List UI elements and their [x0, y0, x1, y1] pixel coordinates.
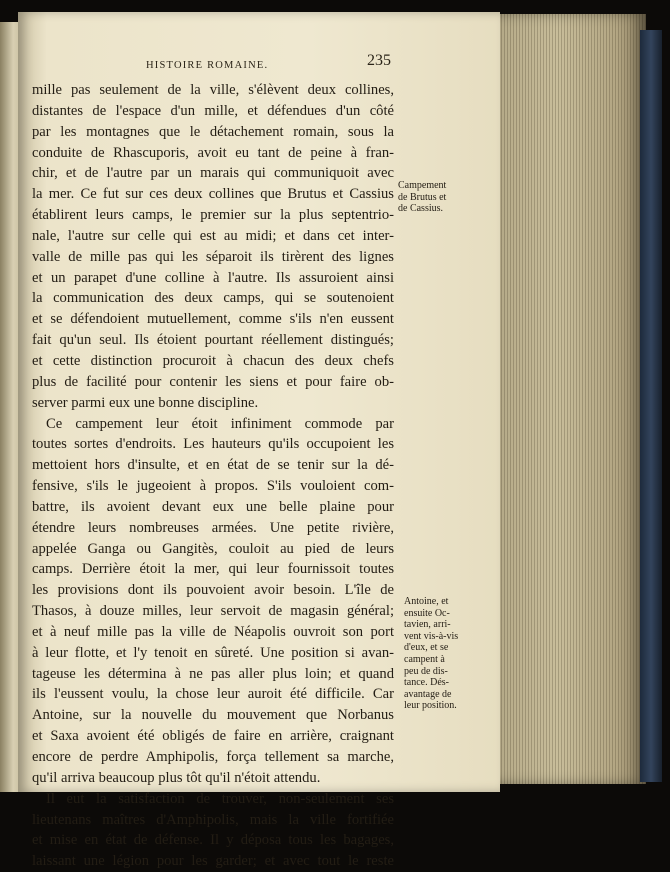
text-line: toutes sortes d'endroits. Les hauteurs qu'ils occupoient les [32, 436, 394, 453]
margin-note-line: vent vis-à-vis [404, 630, 459, 642]
margin-note-line: avantage de [404, 688, 452, 700]
text-line: battre, ils avoient devant eux une belle plaine pour [32, 498, 394, 515]
text-line: mettoient hors d'insulte, et en état de se tenir sur la dé- [32, 457, 394, 474]
margin-note-line: Campement [398, 180, 447, 191]
page-number: 235 [367, 52, 391, 69]
text-line: à leur flotte, et l'y tenoit en sûreté. Une position si avan- [32, 644, 394, 661]
text-line: nale, l'autre sur celle qui est au midi; et dans cet inter- [32, 227, 394, 244]
text-line: server parmi eux une bonne discipline. [32, 394, 259, 411]
text-line: étendre leurs nombreuses armées. Une petite rivière, [32, 519, 394, 536]
text-line: lieutenans maîtres d'Amphipolis, mais la ville fortifiée [32, 811, 394, 828]
text-line: établirent leurs camps, le premier sur la plus septentrio- [32, 207, 394, 224]
text-line: la communication des deux camps, qui se soutenoient [32, 290, 394, 307]
text-line: et à neuf mille pas la ville de Néapolis ouvroit son port [32, 623, 394, 640]
margin-note-line: de Brutus et [398, 191, 447, 203]
text-line: camps. Derrière étoit la mer, qui leur fournissoit toutes [32, 561, 394, 578]
text-line: Il eut la satisfaction de trouver, non-seulement ses [46, 790, 394, 807]
margin-note-line: d'eux, et se [404, 642, 449, 654]
text-line: fait qu'un seul. Ils étoient pourtant réellement distingués; [32, 332, 394, 349]
text-line: par les montagnes que le détachement romain, sous la [32, 123, 394, 140]
text-line: tageuse les détermina à ne pas aller plus loin; et quand [32, 665, 394, 682]
margin-note-line: Antoine, et [404, 596, 449, 607]
text-line: Ce campement leur étoit infiniment commode par [46, 415, 394, 432]
text-line: chir, et de l'autre par un marais qui communiquoit avec [32, 165, 394, 182]
text-line: laissant une légion pour les garder; et avec tout le reste [32, 853, 394, 870]
body-text [32, 80, 394, 872]
margin-note-antoine [404, 596, 474, 712]
text-line: valle de mille pas qui les séparoit ils tirèrent des lignes [32, 248, 394, 265]
text-line: et se défendoient mutuellement, comme s'ils n'en eussent [32, 311, 394, 328]
margin-note-line: peu de dis- [404, 665, 448, 677]
text-line: mille pas seulement de la ville, s'élèvent deux collines, [32, 82, 394, 98]
margin-note-line: tavien, arri- [404, 619, 451, 631]
margin-note-line: de Cassius. [398, 203, 443, 215]
page-edges [498, 14, 646, 784]
text-line: Antoine, sur la nouvelle du mouvement que Norbanus [32, 707, 394, 724]
margin-note-campement [398, 180, 460, 215]
text-line: et un parapet d'une colline à l'autre. Ils assuroient ainsi [32, 269, 394, 286]
text-line: les provisions dont ils pouvoient avoir besoin. L'île de [32, 582, 394, 599]
text-line: la mer. Ce fut sur ces deux collines que Brutus et Cassius [32, 186, 394, 203]
book-cover-edge [640, 30, 662, 782]
margin-note-line: leur position. [404, 700, 457, 712]
text-line: fensive, s'ils le jugeoient à propos. S'ils vouloient com- [32, 478, 394, 495]
text-line: appelée Ganga ou Gangitès, couloit au pied de leurs [32, 540, 394, 557]
text-line: conduite de Rhascuporis, avoit eu tant de peine à fran- [32, 144, 394, 161]
text-line: ils l'eussent voulu, la chose leur auroit été difficile. Car [32, 686, 394, 703]
text-line: Thasos, à douze milles, leur servoit de magasin général; [32, 603, 394, 620]
running-header: HISTOIRE ROMAINE. [146, 60, 269, 71]
text-line: qu'il arriva beaucoup plus tôt qu'il n'étoit attendu. [32, 769, 321, 786]
margin-note-line: campent à [404, 653, 445, 665]
text-line: et mise en état de défense. Il y déposa tous les bagages, [32, 832, 394, 849]
margin-note-line: ensuite Oc- [404, 607, 450, 619]
text-line: distantes de l'espace d'un mille, et défendues d'un côté [32, 102, 394, 119]
text-line: plus de facilité pour contenir les siens et pour faire ob- [32, 373, 394, 390]
margin-note-line: tance. Dés- [404, 677, 449, 689]
text-line: et cette distinction procuroit à chacun des deux chefs [32, 352, 394, 369]
text-line: et Saxa avoient été obligés de faire en arrière, craignant [32, 728, 394, 745]
text-line: encore de perdre Amphipolis, força tellement sa marche, [32, 749, 394, 765]
